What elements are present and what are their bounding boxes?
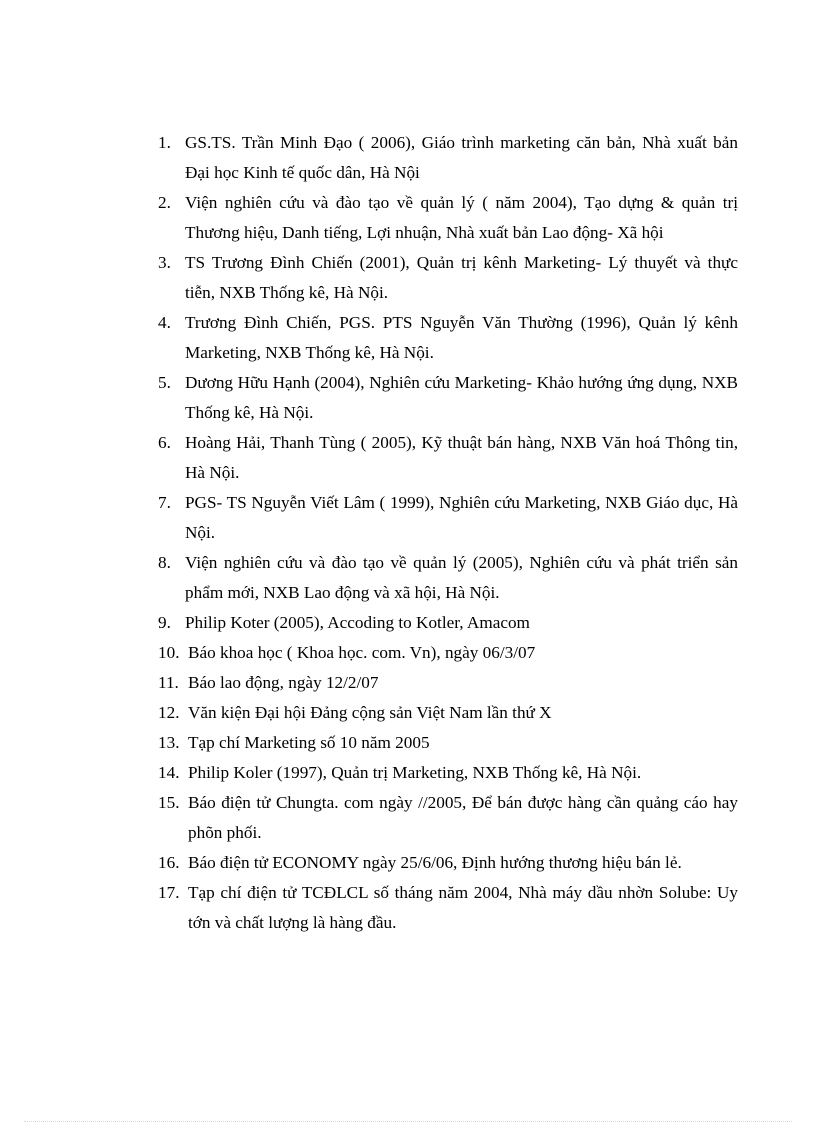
reference-text: Viện nghiên cứu và đào tạo về quản lý (2005), Nghiên cứu và phát triển sản phẩm mới, NXB Lao động và xã hội, Hà Nội. bbox=[185, 553, 738, 602]
reference-text: Báo lao động, ngày 12/2/07 bbox=[188, 673, 379, 692]
reference-number: 3. bbox=[158, 253, 171, 272]
reference-text: Dương Hữu Hạnh (2004), Nghiên cứu Marketing- Khảo hướng ứng dụng, NXB Thống kê, Hà Nội. bbox=[185, 373, 738, 422]
reference-item-16 bbox=[158, 848, 738, 878]
reference-number: 16. bbox=[158, 853, 180, 872]
reference-item-13 bbox=[158, 728, 738, 758]
reference-number: 7. bbox=[158, 493, 171, 512]
reference-number: 14. bbox=[158, 763, 180, 782]
page-bottom-divider bbox=[24, 1121, 792, 1122]
reference-number: 17. bbox=[158, 883, 180, 902]
reference-text: Hoàng Hải, Thanh Tùng ( 2005), Kỹ thuật bán hàng, NXB Văn hoá Thông tin, Hà Nội. bbox=[185, 433, 738, 482]
reference-item-3 bbox=[158, 248, 738, 308]
reference-number: 9. bbox=[158, 613, 171, 632]
reference-number: 4. bbox=[158, 313, 171, 332]
reference-number: 1. bbox=[158, 133, 171, 152]
reference-number: 5. bbox=[158, 373, 171, 392]
reference-number: 8. bbox=[158, 553, 171, 572]
reference-text: Philip Koter (2005), Accoding to Kotler, Amacom bbox=[185, 613, 530, 632]
reference-text: Tạp chí Marketing số 10 năm 2005 bbox=[188, 733, 430, 752]
reference-text: Tạp chí điện tử TCĐLCL số tháng năm 2004, Nhà máy dầu nhờn Solube: Uy tớn và chất lượng là hàng đầu. bbox=[188, 883, 738, 932]
reference-item-5 bbox=[158, 368, 738, 428]
reference-text: GS.TS. Trần Minh Đạo ( 2006), Giáo trình marketing căn bản, Nhà xuất bản Đại học Kinh tế quốc dân, Hà Nội bbox=[185, 133, 738, 182]
reference-item-6 bbox=[158, 428, 738, 488]
reference-item-15 bbox=[158, 788, 738, 848]
reference-text: Viện nghiên cứu và đào tạo về quản lý ( năm 2004), Tạo dựng & quản trị Thương hiệu, Danh tiếng, Lợi nhuận, Nhà xuất bản Lao động- Xã hội bbox=[185, 193, 738, 242]
reference-item-11 bbox=[158, 668, 738, 698]
reference-text: Báo điện tử ECONOMY ngày 25/6/06, Định hướng thương hiệu bán lẻ. bbox=[188, 853, 682, 872]
reference-text: Philip Koler (1997), Quản trị Marketing, NXB Thống kê, Hà Nội. bbox=[188, 763, 642, 782]
reference-item-1 bbox=[158, 128, 738, 188]
reference-text: Trương Đình Chiến, PGS. PTS Nguyễn Văn Thường (1996), Quản lý kênh Marketing, NXB Thống kê, Hà Nội. bbox=[185, 313, 738, 362]
reference-number: 13. bbox=[158, 733, 180, 752]
reference-number: 11. bbox=[158, 673, 179, 692]
reference-item-9 bbox=[158, 608, 738, 638]
reference-number: 6. bbox=[158, 433, 171, 452]
reference-text: TS Trương Đình Chiến (2001), Quản trị kênh Marketing- Lý thuyết và thực tiễn, NXB Thống kê, Hà Nội. bbox=[185, 253, 738, 302]
reference-item-4 bbox=[158, 308, 738, 368]
reference-item-17 bbox=[158, 878, 738, 938]
reference-item-14 bbox=[158, 758, 738, 788]
reference-number: 10. bbox=[158, 643, 180, 662]
reference-number: 2. bbox=[158, 193, 171, 212]
reference-text: Báo điện tử Chungta. com ngày //2005, Để bán được hàng cần quảng cáo hay phõn phối. bbox=[188, 793, 738, 842]
reference-item-7 bbox=[158, 488, 738, 548]
reference-item-8 bbox=[158, 548, 738, 608]
reference-text: Văn kiện Đại hội Đảng cộng sản Việt Nam lần thứ X bbox=[188, 703, 552, 722]
reference-number: 12. bbox=[158, 703, 180, 722]
reference-item-10 bbox=[158, 638, 738, 668]
reference-number: 15. bbox=[158, 793, 180, 812]
reference-item-12 bbox=[158, 698, 738, 728]
reference-list bbox=[158, 128, 738, 938]
reference-text: Báo khoa học ( Khoa học. com. Vn), ngày 06/3/07 bbox=[188, 643, 536, 662]
reference-item-2 bbox=[158, 188, 738, 248]
reference-text: PGS- TS Nguyễn Viết Lâm ( 1999), Nghiên cứu Marketing, NXB Giáo dục, Hà Nội. bbox=[185, 493, 738, 542]
